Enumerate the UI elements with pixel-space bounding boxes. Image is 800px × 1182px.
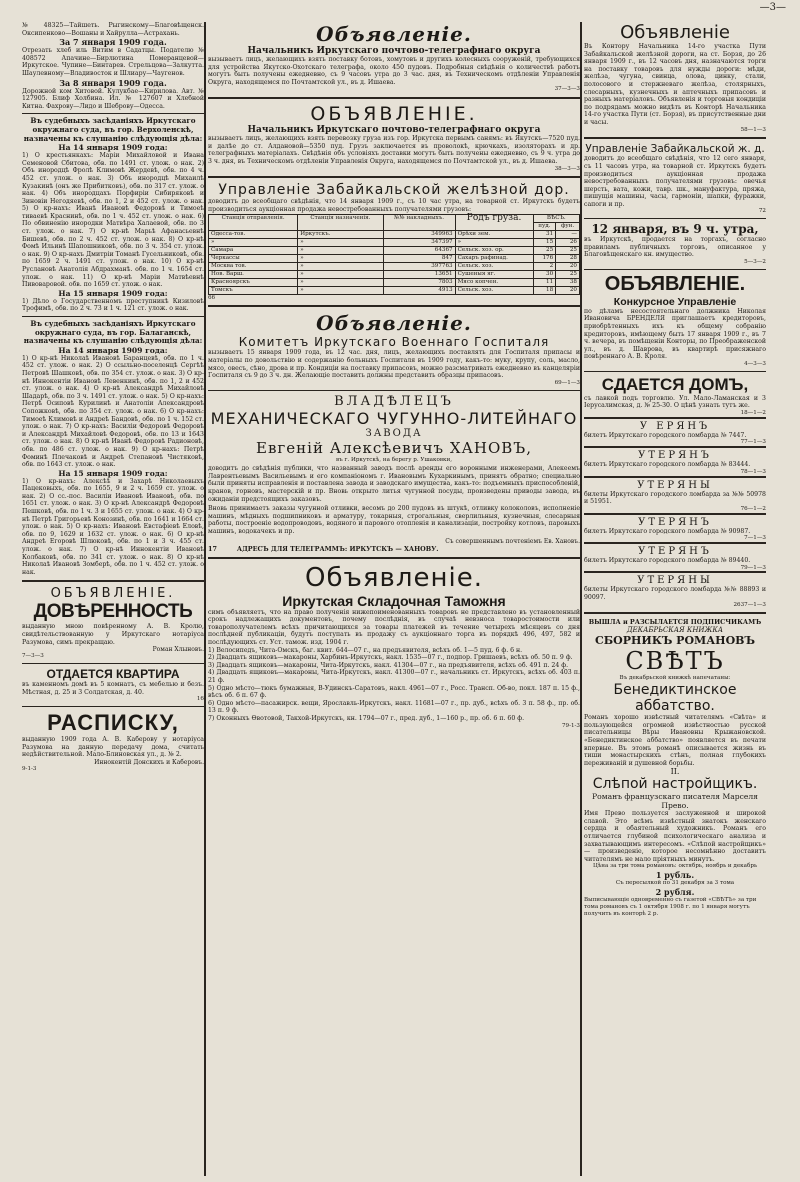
ad6-items — [208, 647, 580, 723]
divider — [208, 176, 580, 178]
left-court2-head: Въ судебныхъ засѣданіяхъ Иркутскаго окружнаго суда, въ гор. Балаганскѣ, назначены къ слушанію слѣдующія дѣла: — [23, 319, 203, 346]
table-header: №№ накладныхъ. — [383, 214, 455, 230]
table-cell: Одесса-тов. — [209, 230, 298, 238]
r4-subtitle: Конкурсное Управленіе — [613, 295, 737, 308]
ad1-subtitle: Начальникъ Иркутскаго почтово-телеграфнаго округа — [247, 46, 541, 56]
r3-number: 5—3—2 — [744, 259, 766, 266]
left-dov-signature: Роман Хлыновъ. — [152, 646, 204, 654]
r1-body: Въ Контору Начальника 14-го участка Пути Забайкальской желѣзной дороги, на ст. Борзя, до 26 января 1909 г., въ 12 часовъ дня, назначаются торги на поставку товаровъ для нужды дороги: мѣди, желѣза, чугуна, свинца, олова, цинку, стали, полосового и стержневаго желѣза, столярныхъ, слесарныхъ, кузнечныхъ и аптечныхъ припасовъ и разныхъ матеріаловъ. Объявленія и торговыя кондиціи по подрядамъ можно видѣть въ Конторѣ Начальника 14-го участка Пути (ст. Борзя), въ присутственные дни и часы. — [584, 43, 766, 126]
r2-title: Управленіе Забайкальской ж. д. — [585, 143, 765, 156]
table-cell: 11 — [533, 278, 556, 286]
ad2-number: 38—3—3 — [554, 165, 580, 172]
lost-ticket-number: 78—1—3 — [740, 468, 766, 475]
middle-column — [208, 22, 580, 1174]
lost-ticket-number: 79—1—3 — [740, 564, 766, 571]
lost-ticket-title: УТЕРЯНЪ — [638, 545, 712, 557]
table-cell: 31 — [533, 230, 556, 238]
lost-ticket-title: УТЕРЯНЫ — [637, 575, 713, 587]
ad5-number: 17 — [208, 544, 217, 553]
lost-ticket-notice — [584, 513, 766, 542]
ad6-subtitle: Иркутская Складочная Таможня — [282, 592, 506, 609]
left-court-head: Въ судебныхъ засѣданіяхъ Иркутскаго окружнаго суда, въ гор. Верхоленскѣ, назначены къ слушанію слѣдующія дѣла: — [23, 116, 203, 143]
table-cell: » — [298, 238, 383, 246]
list-item: 2) Двадцать ящиковъ—макароны, Харбинъ-Иркутскъ, накл. 1535—07 г., подпор. Гришаевъ, всѣхъ об. 50 п. 9 ф. — [208, 654, 573, 662]
table-header: фун. — [556, 222, 580, 230]
left-jan14b-body: 1) О кр-нѣ Николаѣ Ивановѣ Баранцевѣ, обв. по 1 ч. 452 ст. улож. о нак. 2) О ссыльно-поселенцѣ Сергѣѣ Петровѣ Шашковѣ, обв. по 354 ст. улож. о нак. 3) О кр-нѣ Иннокентіи Ивановѣ Левенкинѣ, обв. по 1, 2 и 452 ст. улож. о нак. 4) О кр-нѣ Александрѣ Михайловѣ Шадарѣ, обв. по 3 ч. 1491 ст. улож. о нак. 5) О кр-нахъ: Петрѣ Осиповѣ Курилинѣ и Анатоліи Александровѣ Сопожковѣ, обв. по 354 ст. улож. о нак. 6) О кр-нахъ: Тимоеѣ Климовѣ и Андреѣ Бандовѣ, обв. по 1 ч. 152 ст. улож. о нак. 7) О кр-нахъ: Василіи Федоровѣ Федоровѣ и Александрѣ Михайловѣ Федоровѣ, обв. по 13 и 1643 ст. улож. о нак. 8) О кр-нѣ Иванѣ Федоровѣ Радионовѣ, обв. по 486 ст. улож. о нак. 9) О кр-нахъ: Петрѣ Фоминѣ Плечаковѣ и Андреѣ Степановѣ Чистяковѣ, обв. по 1643 ст. улож. о нак. — [22, 354, 204, 469]
table-cell: 349963 — [383, 230, 455, 238]
left-top-lines: № 48325—Тайшеть. Рыгинскому—Благовѣщенск. Оксипенково—Вошаны и Хайрулла—Астрахань. — [22, 22, 204, 37]
ad5-body: доводитъ до свѣдѣнія публики, что названный заводъ послѣ аренды его воронными инженерами, Алекеемъ Лаврентьевымъ Васильевымъ и его компаніономъ г. Ивановымъ Кухаркинымъ, принятъ обратно; специально были приняты исправленія и поставлена завода и заводскаго имущества, какъ-то: подъемныхъ приспособленій, кранов, горновъ, мастерскій и пр. Вновь открыто литья чугунной посуды, произведены приводы завода, въ ожиданіи предстоящихъ заказовъ. — [208, 465, 580, 503]
r6-book1-title: Бенедиктинское аббатство. — [613, 682, 737, 715]
left-ras-title: РАСПИСКУ, — [47, 709, 179, 735]
r5-title: СДАЕТСЯ ДОМЪ, — [601, 374, 749, 394]
r5-number: 18—1—2 — [740, 410, 766, 416]
divider — [22, 706, 204, 707]
lost-ticket-body: билетъ Иркутскаго городского ломбарда № 89440. — [584, 556, 751, 564]
lost-ticket-title: УТЕРЯНЫ — [637, 479, 713, 491]
table-cell: 28 — [556, 254, 580, 262]
table-header: Станція отправленія. — [209, 214, 298, 230]
left-ras-number: 9-1-3 — [22, 765, 37, 772]
table-cell: Томскъ — [209, 286, 298, 294]
ad1-body: вызываетъ лицъ, желающихъ взять поставку ботовъ, хомутовъ и другихъ колесныхъ сооруженій, требующихся для устройства Якутско-Охотскаго телеграфа, около 450 пудовъ. Подробныя свѣдѣнія о количествѣ работъ могутъ быть получены ежедневно, съ 9 часовъ утра до 3 час. дня, въ Техническомъ отдѣленіи Управленія Округа, находящемся по Почтамтской ул., въ д. Ишаева. — [208, 56, 580, 86]
ad6-number: 79-1-3 — [561, 722, 580, 729]
divider — [584, 218, 766, 219]
divider — [584, 137, 766, 139]
table-cell: 25 — [533, 246, 556, 254]
r6-price2: 2 рубля. — [655, 887, 695, 898]
ad5-telegram: АДРЕСЪ ДЛЯ ТЕЛЕГРАММЪ: ИРКУТСКЪ — ХАНОВУ. — [236, 544, 439, 553]
r6-price-label: Цѣна за три тома романовъ: октябрь, ноябрь и декабрь — [593, 863, 757, 870]
left-jan15a-body: 1) Дѣло о Государственномъ преступникѣ Кизиловѣ Трофимѣ, обв. по 2 ч. 73 и 1 ч. 121 ст. улож. о нак. — [22, 297, 204, 313]
ad2-body: вызываетъ лицъ, желающихъ взять перевозку груза изъ гор. Иркутска первымъ санямъ: въ Якутскъ—7520 пуд. и далѣе до ст. Алдановой—5350 пуд. Грузъ заключается въ проволокѣ, крючкахъ, изоляторахъ и др. телеграфныхъ матеріалахъ. Свѣдѣнія объ условіяхъ доставки могутъ быть получены ежедневно, съ 9 ч. утра до 3 ч. дня, въ Техническомъ отдѣленіи Управленія Округа, находящемся по Почтамтской ул., въ д. Ишаева. — [208, 135, 580, 165]
ad3-number: 66 — [208, 294, 216, 301]
table-cell: 7803 — [383, 278, 455, 286]
left-jan14-head: На 14 января 1909 года: — [58, 143, 168, 153]
r3-body: въ Иркутскѣ, продается на торгахъ, согласно правиламъ публичныхъ торговъ, описанное у Благовѣщенскаго кн. имущество. — [584, 236, 766, 259]
table-row — [209, 254, 580, 262]
table-cell: 38 — [556, 278, 580, 286]
ad3-body: доводитъ до всеобщаго свѣдѣнія, что 14 января 1909 г., съ 10 час утра, на товарной ст. Иркутскъ будетъ производиться аукціонная продажа невостребованныхъ получателями грузовъ: — [208, 198, 580, 213]
column-rule-left — [204, 22, 206, 1176]
page-number: —3— — [759, 2, 786, 13]
table-row — [209, 262, 580, 270]
table-row — [209, 286, 580, 294]
table-cell: » — [298, 286, 383, 294]
ad4-number: 69—1—3 — [554, 379, 580, 386]
table-cell: 176 — [533, 254, 556, 262]
table-cell: 64367 — [383, 246, 455, 254]
ad6-body: симъ объявляетъ, что на право полученія нижепоименованныхъ товаровъ не представлено въ установленный срокъ надлежащихъ документовъ, почему послѣднія, въ случаѣ невзноса товаростоимости или товарополучателемъ всѣхъ причитающихся за товары платежей въ течение четырехъ мѣсяцевъ со дня послѣдней публикаціи, будутъ поступать въ продажу съ аукціоннаго торга въ порядкѣ 496, 497, 582 и послѣдующихъ ст. Уст. тамож. изд. 1904 г. — [208, 608, 580, 647]
lost-ticket-body: билетъ Иркутскаго городского ломбарда № 83444. — [584, 461, 751, 469]
lost-ticket-notice — [584, 571, 766, 608]
table-cell: 26 — [556, 238, 580, 246]
ad3-title: Управленіе Забайкальской желѣзной дор. — [218, 182, 570, 199]
right-column — [584, 22, 766, 1174]
r6-roman-numeral: II. — [670, 767, 680, 777]
ad5-name: Евгеній Алексѣевичъ ХАНОВЪ, — [256, 438, 532, 457]
table-cell: 20 — [556, 262, 580, 270]
ad5-owner: ВЛАДѢЛЕЦЪ — [334, 393, 454, 409]
divider — [22, 663, 204, 664]
left-ras-body: выданную 1909 года А. В. Каберову у нотаріуса Разумова на данную передачу дома, считать недѣйствительной. Мало-Блиновская ул., д. № 2. — [22, 735, 204, 759]
table-cell: » — [298, 278, 383, 286]
ad4-title: Объявленіе. — [316, 311, 472, 336]
table-cell: Мясо копчен. — [455, 278, 533, 286]
left-obyav-title: ОБЪЯВЛЕНІЕ. — [50, 586, 176, 602]
lost-ticket-title: У ЕРЯНЪ — [639, 420, 711, 432]
divider — [22, 316, 204, 317]
table-cell: 20 — [556, 286, 580, 294]
r6-footer: Выписывающіе одновременно съ газетой «СВѢТЪ» за три тома романовъ съ 1 октября 1908 г. по 1 января могутъ получить въ конторѣ 2 р. — [584, 897, 757, 917]
r6-book2-sub: Романъ французскаго писателя Марселя Прево. — [592, 792, 758, 811]
lost-ticket-body: билетъ Иркутскаго городского ломбарда № 90987. — [584, 527, 751, 535]
ad5-title: МЕХАНИЧЕСКАГО ЧУГУННО-ЛИТЕЙНАГО — [210, 408, 578, 428]
list-item: 6) Одно мѣсто—пасажирск. вещи, Ярославль-Иркутскъ, накл. 11681—07 г., пр. дуб., всѣхъ об. 3 п. 58 ф., пр. об. 13 п. 9 ф. — [208, 699, 580, 715]
table-cell: » — [298, 246, 383, 254]
table-cell: 18 — [533, 286, 556, 294]
table-cell: Иркутскъ. — [298, 230, 383, 238]
left-dov-number: 7—3—3 — [22, 653, 44, 660]
ad5-address: въ г. Иркутскѣ, на берегу р. Ушаковки, — [335, 456, 452, 463]
table-cell: Сельск. хоз. — [455, 286, 533, 294]
r6-sub: ДЕКАБРЬСКАЯ КНИЖКА — [626, 626, 724, 635]
divider — [22, 113, 204, 114]
left-kv-body: въ каменномъ домѣ въ 5 комнатъ, съ мебелью и безъ. Мѣстная, д. 25 и 3 Солдатская, д. 40. — [22, 680, 204, 696]
r2-number: 72 — [758, 208, 766, 215]
table-cell: Черкассы — [209, 254, 298, 262]
r6-book2-body: Имя Прево пользуется заслуженной и широкой славой. Это всѣмъ извѣстный знатокъ женскаго сердца и обаятельный художникъ. Романъ его отличается глубиной психологическаго анализа и захватывающимъ интересомъ. «Слѣпой настройщикъ» — произведеніе, которое несомнѣнно доставитъ читателямъ не мало пріятныхъ минутъ. — [584, 810, 766, 863]
lost-ticket-number: 2637—1—3 — [733, 601, 766, 608]
left-ras-signature: Иннокентій Донскихъ и Каберовъ. — [94, 758, 204, 766]
r6-name: СВѢТЪ — [625, 647, 725, 676]
lost-ticket-notice — [584, 417, 766, 446]
table-cell: » — [298, 262, 383, 270]
column-rule-right — [580, 22, 582, 1176]
table-cell: Сушеныя яг. — [455, 270, 533, 278]
r6-intro: Въ декабрьской книжкѣ напечатаны: — [619, 675, 731, 682]
left-jan15b-body: 1) О кр-нахъ: Алексѣѣ и Захарѣ Николаевыхъ Пацековыхъ, обв. по 1655, 9 и 2 ч. 1659 ст. улож. о нак. 2) О сс.-пос. Василіи Ивановѣ Ивановѣ, обв. по 1651 ст. улож. о нак. 3) О кр-нѣ Александрѣ Федоровѣ Пешковѣ, обв. по 1 ч. 3 и 1655 ст. улож. о нак. 4) О кр-нѣ Петрѣ Григорьевѣ Конозинѣ, обв. по 1641 и 1664 ст. улож. о нак. 5) О кр-нахъ: Ивановѣ Евстафіевѣ Еловѣ, обв. по 9, 1629 и 1632 ст. улож. о нак. 6) О кр-нѣ Андреѣ Егоровѣ Шлюковѣ, обв. по 1 и 3 ч. 455 ст. улож. о нак. 7) О кр-нѣ Иннокентіи Ивановѣ Колбаковѣ, обв. по 341 ст. улож. о нак. 8) О кр-нѣ Николаѣ Ивановѣ Зомберѣ, обв. по 1 ч. 452 ст. улож. о нак. — [22, 477, 204, 576]
table-row — [209, 278, 580, 286]
left-sec1-head: За 7 января 1909 года. — [59, 37, 167, 48]
left-sec2-head: За 8 января 1909 года. — [59, 77, 167, 88]
lost-ticket-title: УТЕРЯНЪ — [638, 450, 712, 462]
left-jan14-body: 1) О крестьянкахъ: Маріи Михайловой и Ивана Семеновой Сбитова, обв. по 1491 ст. улож. о нак. 2) Объ инородцѣ Фролѣ Климовѣ Жердевѣ, обв. по 4 ч. 452 ст. улож. о нак. 3) Объ инородцѣ Михаилѣ Кузакинѣ (онъ же Прибитковъ), обв. по 317 ст. улож. о нак. 4) Объ инородцахъ Порфиріи Сибиряковѣ и Зиновіи Негодяевѣ, обв. по 1, 2 и 452 ст. улож. о нак. 5) О кр-нахъ: Иванѣ Ивановѣ Федоровѣ и Тимоеѣ тиваевѣ Краснинѣ, обв. по 1 ч. 452 ст. улож. о нак. 6) По обвиненію инородки Матвѣра Халаевой, обв. по 3 ст. улож. о нак. 7) О кр-нѣ Марьѣ Афанасьевнѣ Бишевѣ, обв. по 2 ч. 452 ст. улож. о нак. 8) О кр-нѣ Фомѣ Ильинѣ Шапошниковѣ, обв. по 3 ч. 354 ст. улож. о нак. 9) О кр-нахъ Дмитріи Томанѣ Гусельниковѣ, обв. по 1659 2 ч. 1491 ст. улож. о нак. 10) О кр-нѣ Руслановѣ Анатолія Абдрахманѣ. обв. по 1 ч. 1654 ст. улож. о нак. 11) О кр-нѣ Маріи Матвѣевнѣ Пивоваровой. обв. по 1659 ст. улож. о нак. — [22, 152, 204, 289]
lost-ticket-title: УТЕРЯНЪ — [638, 516, 712, 528]
goods-table-body — [209, 230, 580, 294]
r4-title: ОБЪЯВЛЕНІЕ. — [604, 272, 746, 295]
divider — [584, 371, 766, 372]
list-item: 1) Велосипедъ, Чита-Омскъ, баг. квит. 644—07 г., на предъявителя, всѣхъ об. 1—5 пуд. 6 ф. 6 н. — [208, 646, 523, 654]
table-cell: Красноярскъ — [209, 278, 298, 286]
lost-ticket-body: билеты Иркутскаго городского ломбарда за №№ 50978 и 51951. — [584, 490, 766, 506]
table-header: пуд. — [533, 222, 556, 230]
ad5-title2: ЗАВОДА — [365, 427, 423, 439]
lost-ticket-number: 77—1—3 — [740, 439, 766, 446]
r1-number: 58—1—3 — [740, 126, 766, 133]
table-cell: Нов. Варш. — [209, 270, 298, 278]
left-dov-title: ДОВѢРЕННОСТЬ — [33, 601, 193, 623]
divider — [22, 580, 204, 582]
r6-price2-label: Съ пересылкой по 31 декабря за 3 тома — [615, 880, 735, 887]
r4-body: по дѣламъ несостоятельнаго должника Николая Ивановича БРЕНДЕЛЯ приглашаетъ кредиторовъ, приобрѣтенныхъ ихъ къ общему собранію кредиторовъ, имѣющему быть 17 января 1909 г., въ 7 ч. вечера, въ помѣщеніи Конторы, по Преображенской ул., въ д. Шаврова, въ квартирѣ присяжнаго повѣреннаго А. В. Кроля. — [584, 307, 766, 361]
table-cell: — — [556, 230, 580, 238]
table-cell: 347397 — [383, 238, 455, 246]
lost-ticket-body: билетъ Иркутскаго городского ломбарда № 7447. — [584, 431, 747, 439]
lost-ticket-notice — [584, 542, 766, 571]
ad5-body2: Вновь принимаетъ заказы чугунной отливки, весомъ до 200 пудовъ въ штукѣ, отливку колоколовъ, исполненіе машинъ, мѣдныхъ подшипниковъ и арматуру, токарныя, строгальныя, сверлильныя, кузнечныя, слесарныя работы, построеніе водопроводовъ, водяного и парового отопленія и канализаціи, постройку котловъ, паровыхъ машинъ, водокачекъ и пр. — [208, 505, 580, 536]
left-sec2-body: Дорожной ком Хитовой. Кулукбае—Кирилова. Авт. № 127905. Блиф Холбина. Ил. № 127607 и Хлебной Китна. Фахрову—Лидо и Шеброву—Одесса. — [22, 87, 204, 110]
left-jan14b-head: На 14 января 1909 года: — [58, 345, 168, 355]
r2-body: доводитъ до всеобщаго свѣдѣнія, что 12 сего января, съ 11 часовъ утра, на товарной ст. Иркутскъ будетъ производиться аукціонная продажа невостребованныхъ получателями грузовъ: овечья шерсть, вата, кожи, тавр. шк., мануфактура, пряжа, пишущія машины, часы, гармоніи, шапки, фуражки, сапоги и пр. — [584, 155, 766, 208]
table-row — [209, 230, 580, 238]
divider — [208, 97, 580, 99]
r5-body: съ лавкой подъ торговлю. Ул. Мало-Ламанская и 3 Іерусалимская, д. № 25-30. О цѣнѣ узнать тутъ же. — [584, 394, 766, 410]
table-cell: 30 — [533, 270, 556, 278]
lost-ticket-number: 7—1—3 — [744, 535, 766, 542]
table-cell: Сахаръ рафинад. — [455, 254, 533, 262]
list-item: 3) Двадцать ящиковъ—макароны, Чита-Иркутскъ, накл. 41304—07 г., на предъявителя, всѣхъ об. 491 п. 24 ф. — [208, 661, 569, 669]
r1-title: Объявленіе — [620, 22, 730, 43]
table-cell: » — [298, 270, 383, 278]
r6-price: 1 рубль. — [655, 870, 695, 881]
table-cell: » — [209, 238, 298, 246]
ad2-subtitle: Начальникъ Иркутскаго почтово-телеграфнаго округа — [247, 125, 541, 136]
table-cell: Сельск. хоз. — [455, 262, 533, 270]
ad2-title: ОБЪЯВЛЕНІЕ. — [310, 103, 478, 126]
r4-number: 4—3—3 — [744, 361, 766, 368]
divider — [208, 305, 580, 307]
table-cell: Самара — [209, 246, 298, 254]
left-sec1-body: Отрезать хлеб иль Витим в Садатцы. Подателю № 408572 Апачине—Бирлютина Померанцевой—Иркутское. Чупине—Бинтарев. Стрельцова—Залкутта. Шаулевному—Владивосток и Шлиару—Чаугенов. — [22, 47, 204, 77]
table-cell: 397763 — [383, 262, 455, 270]
table-cell: 847 — [383, 254, 455, 262]
divider — [208, 557, 580, 559]
table-cell: 4913 — [383, 286, 455, 294]
list-item: 7) Оконныхъ Ѳвотовой, Такхой-Иркутскъ, кн. 1794—07 г., пред. дуб., 1—160 р., пр. об. 6 п. 60 ф. — [208, 714, 525, 722]
list-item: 4) Двадцать ящиковъ—макароны, Чита-Иркутскъ, накл. 41300—07 г., начальникъ ст. Иркутскъ, всѣхъ об. 403 п. 21 ф. — [208, 669, 580, 684]
table-header: Родъ груза. — [455, 214, 533, 230]
r6-book1-body: Романъ хорошо извѣстный читателямъ «Свѣта» и пользующейся огромной извѣстностью русской писательницы Вѣры Ивановны Крыжановской. «Бенедиктинское аббатство» появляется въ печати впервые. Въ этомъ романѣ описывается жизнь въ тиши монастырскихъ стѣнъ, полная глубокихъ переживаній и душевной борьбы. — [584, 714, 766, 767]
lost-tickets-list — [584, 417, 766, 609]
r6-title: СБОРНИКЪ РОМАНОВЪ — [595, 634, 755, 648]
r6-book2-title: Слѣпой настройщикъ. — [592, 776, 758, 793]
ad6-title: Объявленіе. — [305, 562, 483, 593]
ad1-title: Объявленіе. — [316, 22, 472, 46]
table-cell: 15 — [533, 238, 556, 246]
table-cell: 25 — [556, 270, 580, 278]
ad1-number: 37—3—3 — [554, 86, 580, 93]
table-cell: 25 — [556, 246, 580, 254]
ad4-subtitle: Комитетъ Иркутскаго Военнаго Госпиталя — [238, 335, 550, 350]
ad5-signature: Съ совершеннымъ почтеніемъ Ев. Хановъ. — [445, 537, 580, 545]
ad4-body: вызываетъ 15 января 1909 года, въ 12 час. дня, лицъ, желающихъ поставлять для Госпиталя припасы и матеріалы по довольствію и содержанію больныхъ Госпиталя въ 1909 году, какъ-то: муку, крупу, соль, масло, мясо, овесъ, сѣно, дрова и пр. Кондиціи на поставку припасовъ, можно разсматривать ежедневно въ канцеляріи Госпиталя съ 9 до 3 ч. дн. Желающіе поставить должны представить образцы припасовъ. — [208, 349, 580, 380]
lost-ticket-body: билеты Иркутскаго городского ломбарда №№ 88893 и 90097. — [584, 586, 766, 601]
goods-table — [208, 214, 580, 295]
left-jan15a-head: На 15 января 1909 года: — [58, 288, 168, 298]
table-cell: » — [298, 254, 383, 262]
table-cell: » — [455, 238, 533, 246]
table-row — [209, 238, 580, 246]
list-item: 5) Одно мѣсто—тюкъ бумажныя, В-Удинскъ-Саратовъ, накл. 4961—07 г., Росс. Трансп. Об-во, покл. 187 п. 15 ф., вѣсъ об. 6 п. 67 ф. — [208, 684, 580, 700]
table-row — [209, 246, 580, 254]
left-dov-body: выданную мною повѣренному А. В. Кролю, свидѣтельствованную у Иркутскаго нотаріуса Разумова, симъ прекращаю. — [22, 623, 204, 646]
table-header: ВѢСЪ. — [533, 214, 579, 222]
table-cell: 13651 — [383, 270, 455, 278]
table-cell: 2 — [533, 262, 556, 270]
lost-ticket-notice — [584, 446, 766, 475]
table-cell: Орѣхи зем. — [455, 230, 533, 238]
r6-head: ВЫШЛА и РАЗСЫЛАЕТСЯ ПОДПИСЧИКАМЪ — [588, 618, 762, 627]
divider — [584, 612, 766, 614]
left-column — [22, 22, 204, 1174]
left-jan15b-head: На 15 января 1909 года: — [58, 468, 168, 478]
r3-title: 12 января, въ 9 ч. утра, — [591, 222, 759, 237]
left-kv-number: 16 — [196, 696, 204, 703]
lost-ticket-notice — [584, 476, 766, 513]
table-cell: Сельск. хоз. ор. — [455, 246, 533, 254]
table-header: Станція назначенія. — [298, 214, 383, 230]
table-row — [209, 270, 580, 278]
divider — [208, 390, 580, 391]
left-kv-title: ОТДАЕТСЯ КВАРТИРА — [46, 666, 180, 681]
lost-ticket-number: 76—1—2 — [740, 505, 766, 512]
table-cell: Москва тов. — [209, 262, 298, 270]
divider — [584, 269, 766, 270]
